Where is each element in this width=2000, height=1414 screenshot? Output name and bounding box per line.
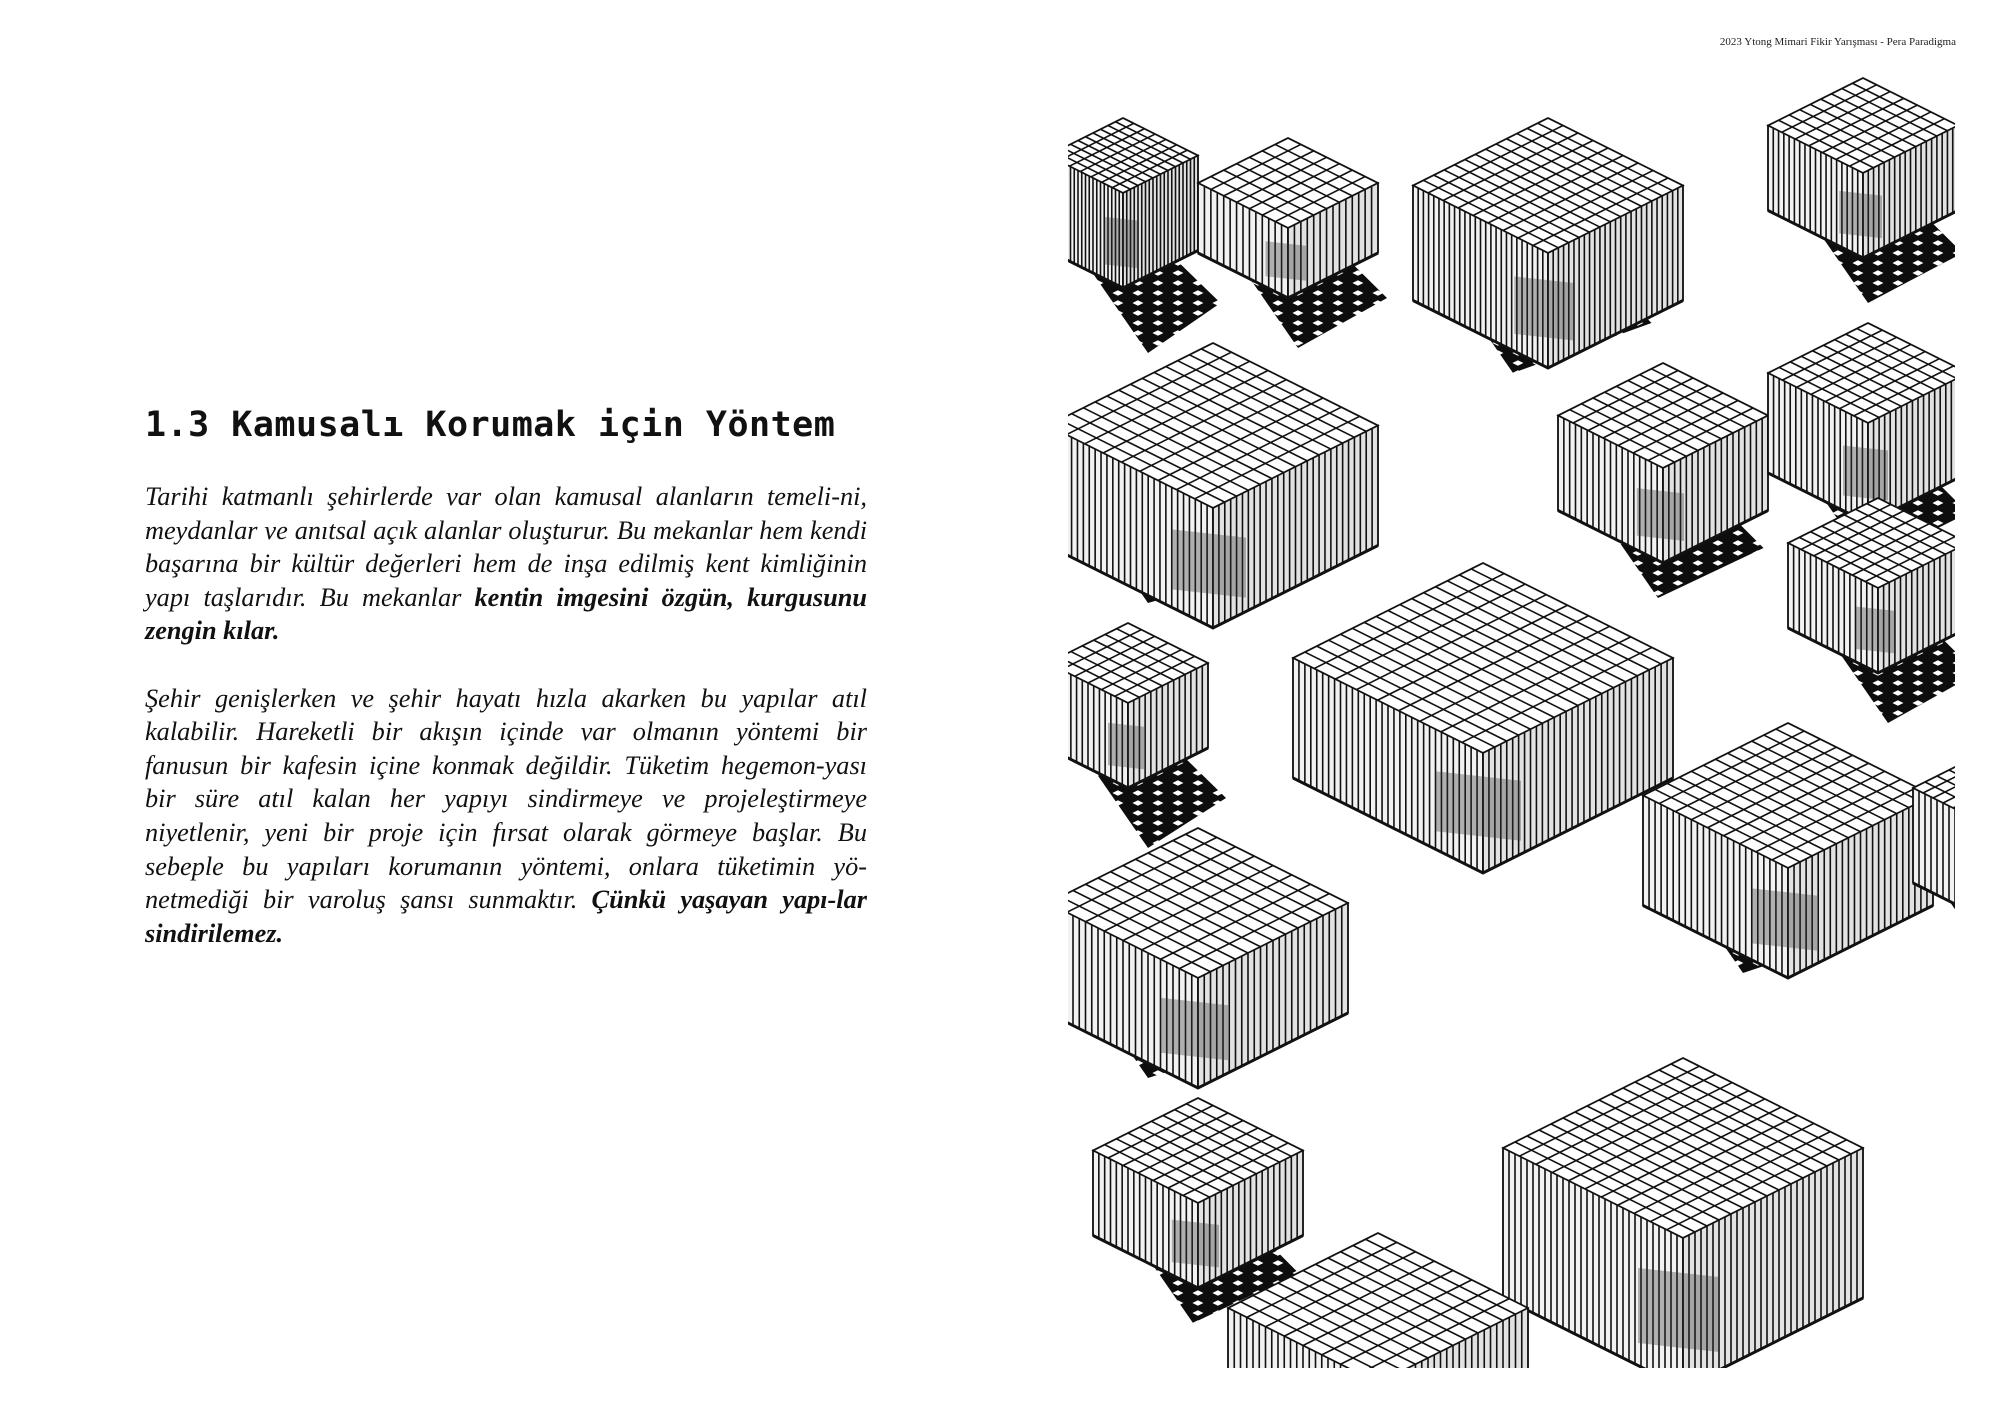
paragraph-1-emphasis: kentin imgesini özgün, kurgusunu zengin kılar. bbox=[145, 582, 867, 646]
body-text bbox=[145, 480, 867, 950]
paragraph-2 bbox=[145, 682, 867, 951]
interior-shade bbox=[1104, 217, 1138, 268]
interior-shade bbox=[1638, 1268, 1719, 1352]
lattice-frame-14 bbox=[1503, 1058, 1863, 1368]
axonometric-drawing bbox=[1068, 58, 1955, 1368]
interior-shade bbox=[1172, 529, 1246, 597]
interior-shade bbox=[1172, 1220, 1219, 1268]
section-title: 1.3 Kamusalı Korumak için Yöntem bbox=[145, 405, 836, 445]
interior-shade bbox=[1856, 607, 1897, 654]
interior-shade bbox=[1161, 998, 1229, 1061]
paragraph-1 bbox=[145, 480, 867, 648]
interior-shade bbox=[1843, 446, 1888, 501]
lattice-frame-9 bbox=[1293, 563, 1673, 873]
paragraph-2-text: Şehir genişlerken ve şehir hayatı hızla akarken bu yapılar atıl kalabilir. Hareketli bir akışın içinde var olmanın yöntemi bir fanusun bir kafesin içine konmak değildir. Tüketim hegemon-yası bir süre atıl kalan her yapıyı sindirmeye ve projeleştirmeye niyetlenir, yeni bir proje için fırsat olarak görmeye başlar. Bu sebeple bu yapıları korumanın yöntemi, onlara tüketimin yö-netmediği bir varoluş şansı sunmaktır. bbox=[145, 683, 867, 915]
axonometric-illustration bbox=[1068, 58, 1955, 1368]
lattice-frame-7 bbox=[1788, 498, 1955, 673]
header-note: 2023 Ytong Mimari Fikir Yarışması - Pera Paradigma bbox=[1719, 36, 1956, 48]
interior-shade bbox=[1266, 241, 1307, 281]
interior-shade bbox=[1436, 771, 1522, 841]
lattice-frame-10 bbox=[1643, 723, 1933, 978]
interior-shade bbox=[1514, 276, 1575, 340]
lattice-frame-2 bbox=[1413, 118, 1683, 368]
lattice-frame-6 bbox=[1768, 323, 1955, 523]
paragraph-1-text: Tarihi katmanlı şehirlerde var olan kamusal alanların temeli-ni, meydanlar ve anıtsal açık alanlar oluşturur. Bu mekanlar hem kendi başarına bir kültür değerleri hem de inşa edilmiş kent kimliğinin yapı taşlarıdır. Bu mekanlar bbox=[145, 482, 867, 612]
interior-shade bbox=[1108, 723, 1144, 770]
lattice-frame-11 bbox=[1068, 828, 1348, 1088]
interior-shade bbox=[1752, 888, 1817, 950]
lattice-frame-4 bbox=[1068, 343, 1378, 628]
paragraph-2-emphasis: Çünkü yaşayan yapı-lar sindirilemez. bbox=[145, 885, 867, 948]
interior-shade bbox=[1637, 488, 1684, 541]
interior-shade bbox=[1839, 191, 1882, 238]
